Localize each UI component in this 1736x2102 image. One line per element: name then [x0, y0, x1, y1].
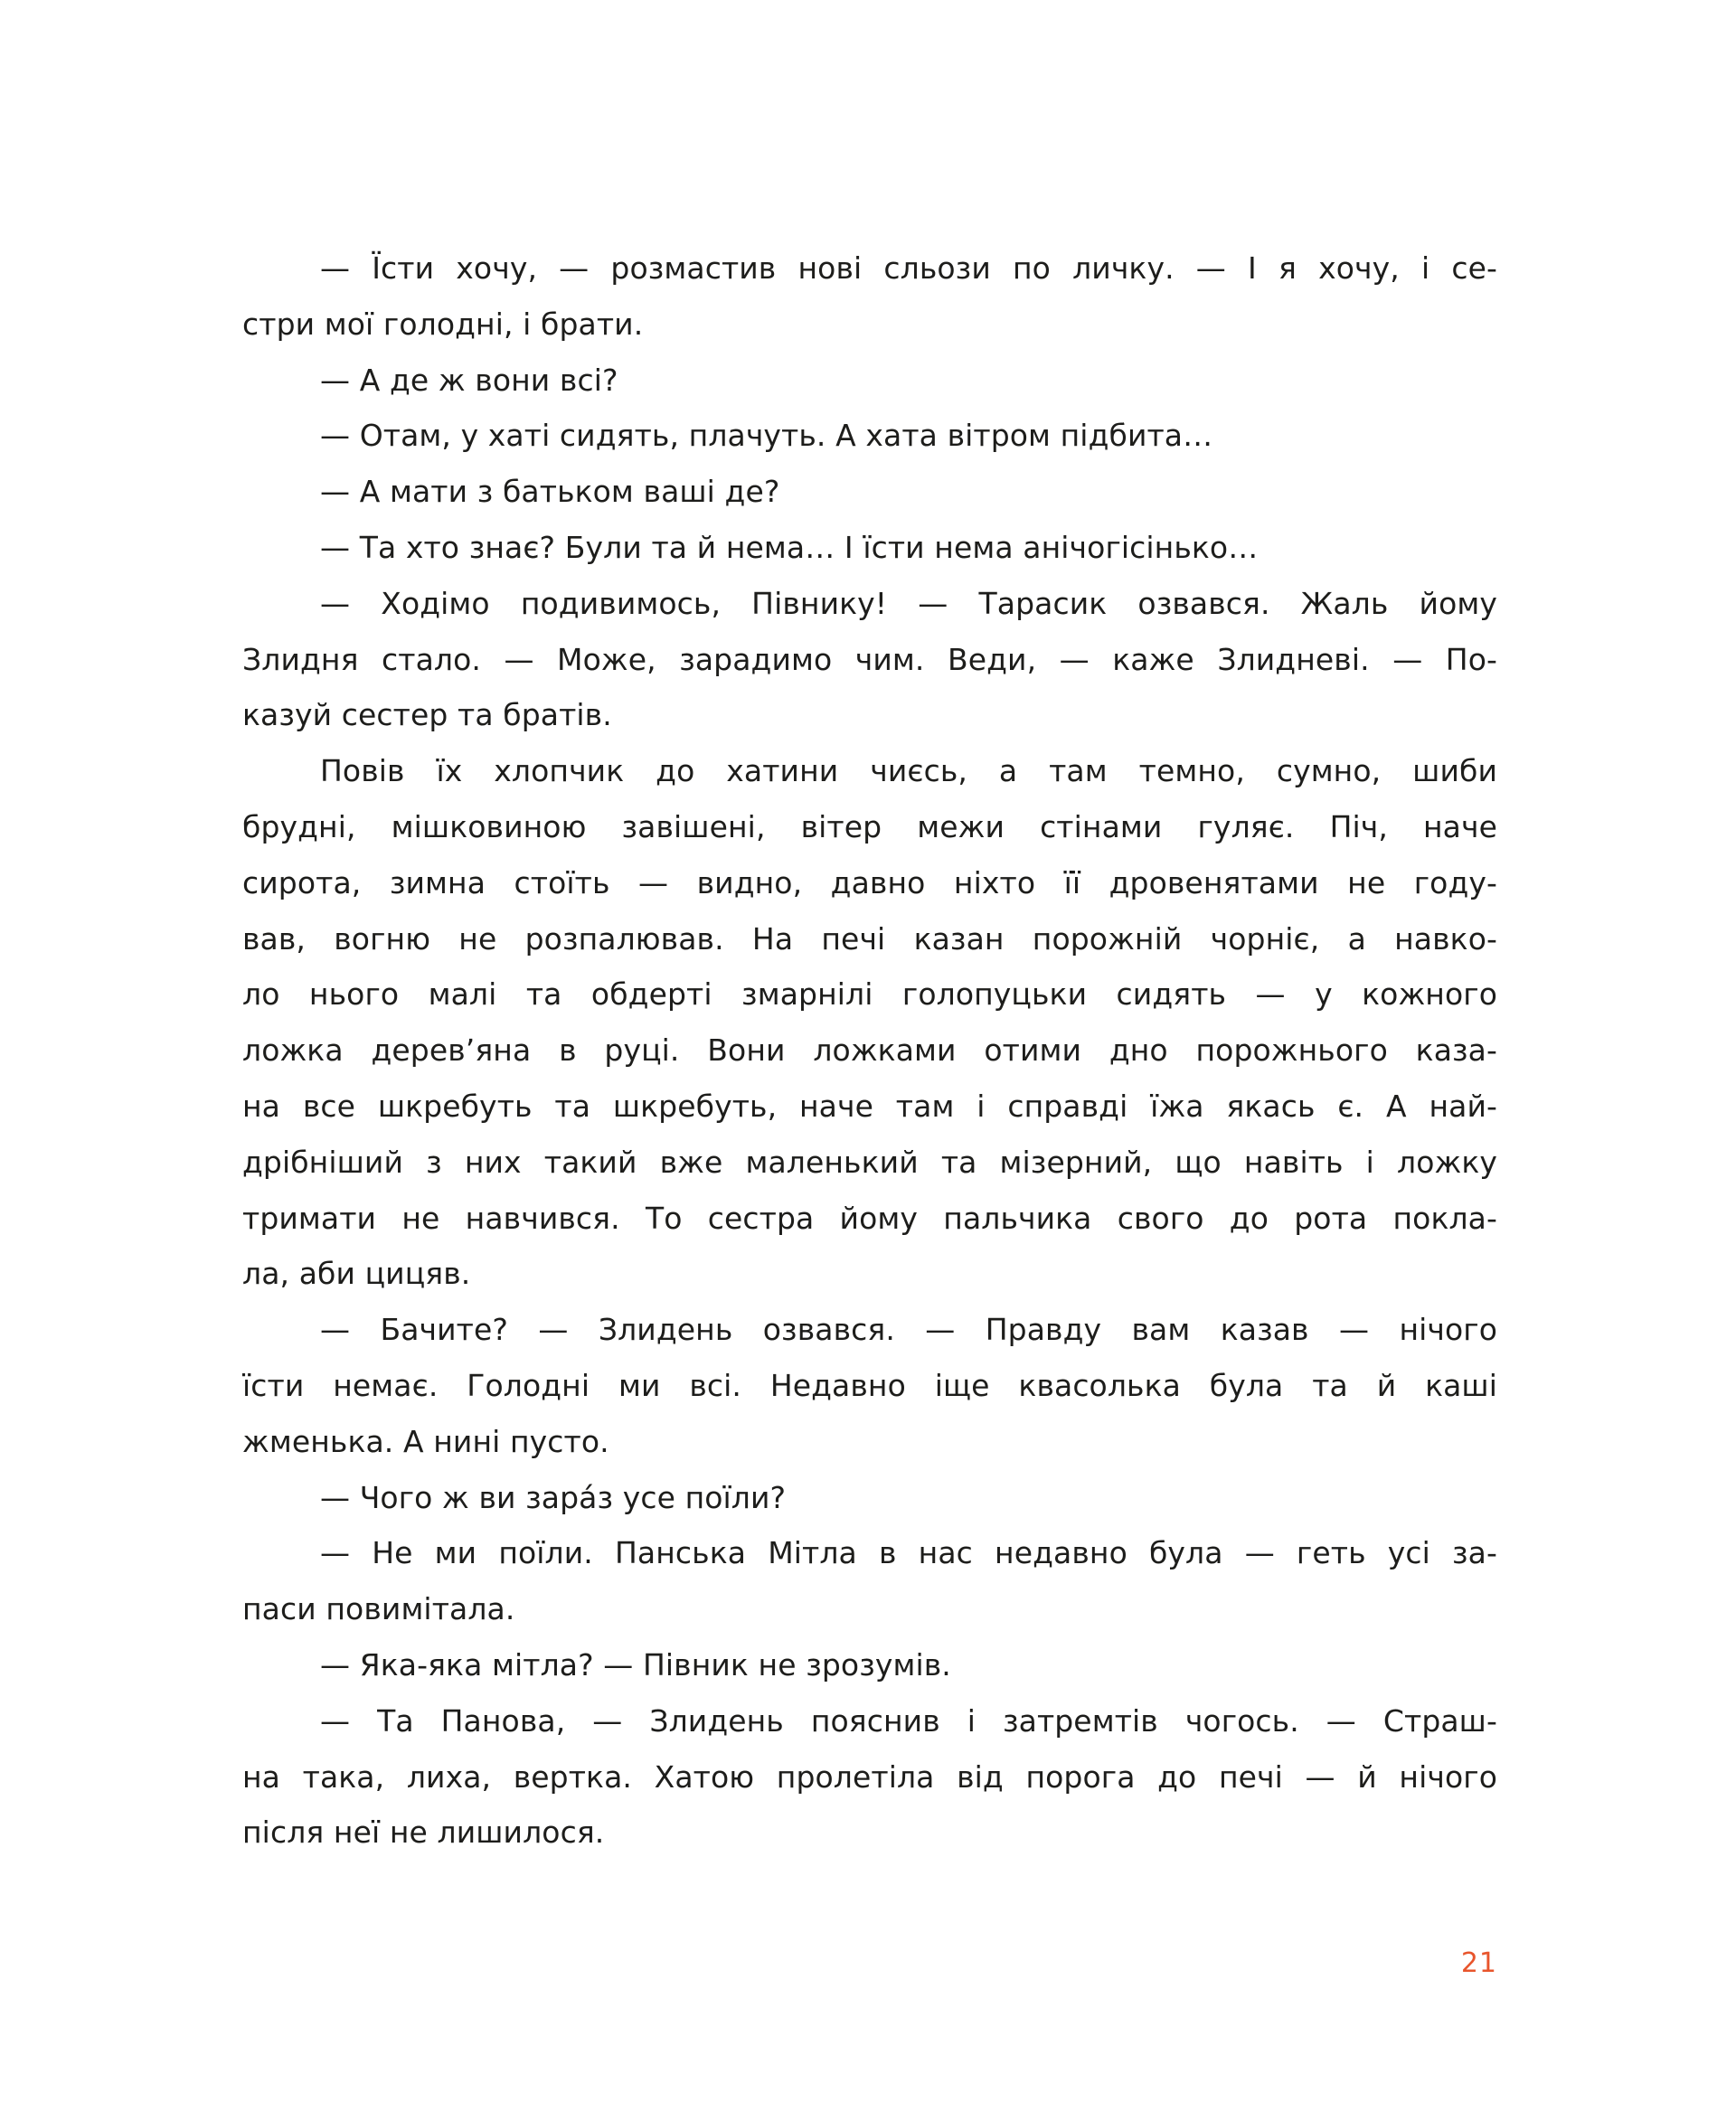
- text-line: жменька. А нині пусто.: [242, 1423, 609, 1459]
- text-line: стри мої голодні, і брати.: [242, 306, 644, 342]
- text-line: — Та Панова, — Злидень пояснив і затремтів чогось. — Страш-: [320, 1702, 1497, 1739]
- text-line: — Не ми поїли. Панська Мітла в нас недавно була — геть усі за-: [320, 1535, 1497, 1571]
- text-line: — Ходімо подивимось, Півнику! — Тарасик озвався. Жаль йому: [320, 585, 1497, 621]
- body-text: [242, 240, 1497, 1861]
- text-line: вав, вогню не розпалював. На печі казан порожній чорніє, а навко-: [242, 920, 1497, 957]
- text-line: на така, лиха, вертка. Хатою пролетіла від порога до печі — й нічого: [242, 1758, 1497, 1795]
- text-line: брудні, мішковиною завішені, вітер межи стінами гуляє. Піч, наче: [242, 808, 1497, 844]
- text-line: паси повимітала.: [242, 1591, 515, 1627]
- text-line: на все шкребуть та шкребуть, наче там і справді їжа якась є. А най-: [242, 1088, 1497, 1124]
- page-number: 21: [1460, 1947, 1497, 1979]
- text-line: — Бачите? — Злидень озвався. — Правду вам казав — нічого: [320, 1312, 1497, 1348]
- text-line: — А де ж вони всі?: [320, 362, 618, 398]
- text-line: Злидня стало. — Може, зарадимо чим. Веди, — каже Злидневі. — По-: [242, 641, 1497, 677]
- text-line: — Та хто знає? Були та й нема… І їсти нема анічогісінько…: [320, 529, 1259, 565]
- text-line: дрібніший з них такий вже маленький та мізерний, що навіть і ложку: [242, 1144, 1497, 1180]
- text-line: — Отам, у хаті сидять, плачуть. А хата вітром підбита…: [320, 418, 1213, 454]
- text-line: Повів їх хлопчик до хатини чиєсь, а там темно, сумно, шиби: [320, 753, 1497, 789]
- text-line: — Їсти хочу, — розмастив нові сльози по личку. — І я хочу, і се-: [320, 250, 1497, 286]
- text-line: тримати не навчився. То сестра йому пальчика свого до рота покла-: [242, 1200, 1497, 1236]
- text-line: — А мати з батьком ваші де?: [320, 474, 780, 510]
- text-line: ла, аби цицяв.: [242, 1256, 471, 1292]
- text-line: — Яка-яка мітла? — Півник не зрозумів.: [320, 1646, 951, 1683]
- text-line: ложка дерев’яна в руці. Вони ложками отими дно порожнього каза-: [242, 1032, 1497, 1069]
- text-line: ло нього малі та обдерті змарнілі голопуцьки сидять — у кожного: [242, 976, 1497, 1013]
- text-line: казуй сестер та братів.: [242, 697, 612, 733]
- text-line: — Чого ж ви зарáз усе поїли?: [320, 1479, 787, 1515]
- text-line: після неї не лишилося.: [242, 1815, 605, 1851]
- text-line: їсти немає. Голодні ми всі. Недавно іще квасолька була та й каші: [242, 1367, 1497, 1403]
- text-line: сирота, зимна стоїть — видно, давно ніхто її дровенятами не году-: [242, 864, 1497, 900]
